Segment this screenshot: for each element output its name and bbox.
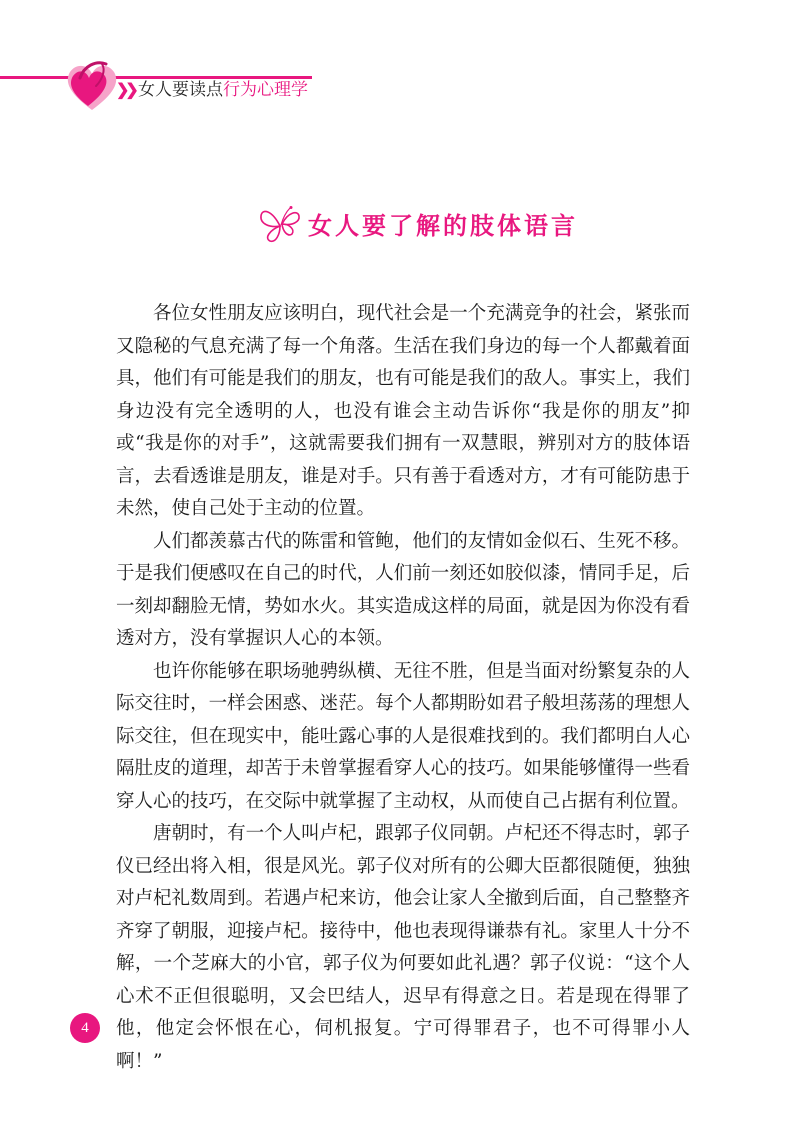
paragraph: 唐朝时，有一个人叫卢杞，跟郭子仪同朝。卢杞还不得志时，郭子仪已经出将入相，很是风光。郭子仪对所有的公卿大臣都很随便，独独对卢杞礼数周到。若遇卢杞来访，他会让家人全撤到后面，自己整整齐齐穿了朝服，迎接卢杞。接待中，他也表现得谦恭有礼。家里人十分不解，一个芝麻大的小官，郭子仪为何要如此礼遇？郭子仪说：“这个人心术不正但很聪明，又会巴结人，迟早有得意之日。若是现在得罪了他，他定会怀恨在心，伺机报复。宁可得罪君子，也不可得罪小人啊！”	[116, 823, 690, 1072]
paragraph: 各位女性朋友应该明白，现代社会是一个充满竞争的社会，紧张而又隐秘的气息充满了每一个角落。生活在我们身边的每一个人都戴着面具，他们有可能是我们的朋友，也有可能是我们的敌人。事实上，我们身边没有完全透明的人，也没有谁会主动告诉你“我是你的朋友”抑或“我是你的对手”，这就需要我们拥有一双慧眼，辨别对方的肢体语言，去看透谁是朋友，谁是对手。只有善于看透对方，才有可能防患于未然，使自己处于主动的位置。	[116, 303, 690, 519]
header-title-accent: 行为心理学	[223, 80, 308, 100]
chevrons-icon: ❯❯	[116, 80, 135, 99]
page-number: 4	[70, 1013, 100, 1043]
body-text	[116, 298, 690, 1078]
section-title: 女人要了解的肢体语言	[308, 212, 578, 240]
section-heading	[0, 200, 800, 250]
header-rule	[0, 76, 312, 79]
butterfly-icon	[258, 204, 304, 244]
running-header-title	[138, 80, 308, 100]
paragraph: 人们都羡慕古代的陈雷和管鲍，他们的友情如金似石、生死不移。于是我们便感叹在自己的时代，人们前一刻还如胶似漆，情同手足，后一刻却翻脸无情，势如水火。其实造成这样的局面，就是因为你没有看透对方，没有掌握识人心的本领。	[116, 530, 690, 649]
header-title-plain: 女人要读点	[138, 80, 223, 100]
paragraph: 也许你能够在职场驰骋纵横、无往不胜，但是当面对纷繁复杂的人际交往时，一样会困惑、迷茫。每个人都期盼如君子般坦荡荡的理想人际交往，但在现实中，能吐露心事的人是很难找到的。我们都明白人心隔肚皮的道理，却苦于未曾掌握看穿人心的技巧。如果能够懂得一些看穿人心的技巧，在交际中就掌握了主动权，从而使自己占据有利位置。	[116, 660, 690, 812]
heart-emblem-icon	[62, 58, 122, 114]
